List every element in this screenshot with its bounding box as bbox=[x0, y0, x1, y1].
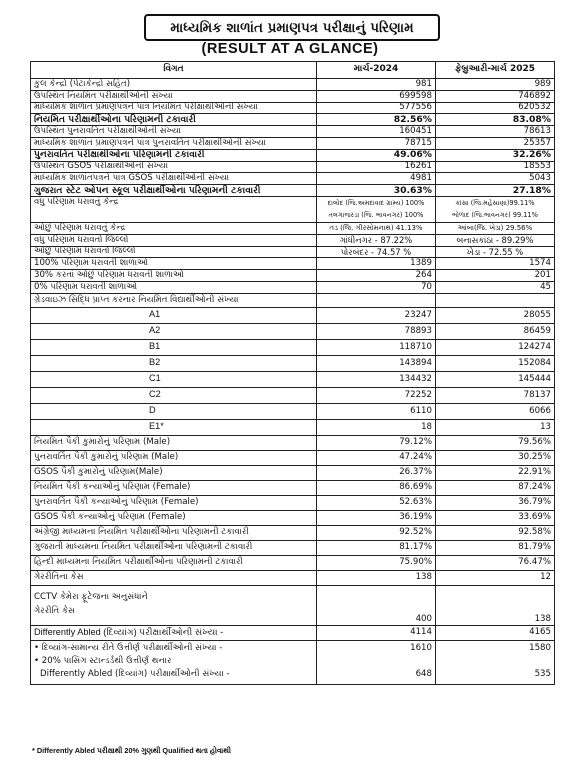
table-row bbox=[31, 258, 555, 270]
value-2024: 4981 bbox=[317, 173, 436, 185]
value-line: 1580 bbox=[529, 642, 551, 653]
grade-row bbox=[31, 419, 555, 435]
footnote: * Differently Abled પરીક્ષાથી 20% ગુણથી Qualified થતા હોવાથી bbox=[32, 746, 231, 755]
value-2025: 76.47% bbox=[436, 555, 555, 570]
value-2024: 134432 bbox=[317, 371, 436, 387]
value-line: તલગાજરડા (જિ. ભાવનગર) 100% bbox=[328, 211, 424, 220]
value-line: 648 bbox=[415, 668, 432, 679]
value-2024: 143894 bbox=[317, 355, 436, 371]
table-row bbox=[31, 510, 555, 525]
value-2025: 18553 bbox=[436, 161, 555, 173]
row-label: કુલ કેન્દ્રો (પેટાકેન્દ્રો સહિત) bbox=[31, 79, 317, 91]
grade-label: E1* bbox=[31, 419, 317, 435]
value-2024: 75.90% bbox=[317, 555, 436, 570]
table-row bbox=[31, 102, 555, 114]
row-label: ઓછું પરિણામ ધરાવતું કેન્દ્ર bbox=[31, 222, 317, 234]
table-row bbox=[31, 570, 555, 585]
value-2024: 36.19% bbox=[317, 510, 436, 525]
value-2025: 201 bbox=[436, 270, 555, 282]
value-2024: 23247 bbox=[317, 307, 436, 323]
table-row bbox=[31, 90, 555, 102]
value-2025: 145444 bbox=[436, 371, 555, 387]
row-label bbox=[31, 640, 317, 684]
table-row bbox=[31, 79, 555, 91]
bullet-line-2: • 20% પાસિંગ સ્ટાન્ડર્ડથી ઉત્તીર્ણ થનાર bbox=[34, 655, 172, 666]
value-2024: 78893 bbox=[317, 323, 436, 339]
grade-label: C1 bbox=[31, 371, 317, 387]
table-row bbox=[31, 185, 555, 197]
row-label: ગેરરીતિના કેસ bbox=[31, 570, 317, 585]
row-label: ગુજરાત સ્ટેટ ઓપન સ્કૂલ પરીક્ષાર્થીઓના પરિણામની ટકાવારી bbox=[31, 185, 317, 197]
value-2025 bbox=[436, 640, 555, 684]
table-body bbox=[31, 79, 555, 685]
row-label: માધ્યમિક શાળાંતપત્રને પાત્ર GSOS પરીક્ષાર્થીઓની સંખ્યા bbox=[31, 173, 317, 185]
table-row bbox=[31, 270, 555, 282]
row-label: ઉપસ્થિત પુનરાવર્તિત પરીક્ષાર્થીઓની સંખ્યા bbox=[31, 126, 317, 138]
value-2024: 92.52% bbox=[317, 525, 436, 540]
table-row bbox=[31, 234, 555, 246]
row-label: નિયમિત પૈકી કન્યાઓનું પરિણામ (Female) bbox=[31, 480, 317, 495]
value-2024: 79.12% bbox=[317, 435, 436, 450]
value-2025 bbox=[436, 196, 555, 222]
value-2025: 27.18% bbox=[436, 185, 555, 197]
value-2024: 49.06% bbox=[317, 149, 436, 161]
value-2024: 264 bbox=[317, 270, 436, 282]
grade-row bbox=[31, 355, 555, 371]
value-2024: 1389 bbox=[317, 258, 436, 270]
value-line: કાંસા (જિ.મહેસાણા)99.11% bbox=[455, 199, 535, 208]
value-2024: 78715 bbox=[317, 137, 436, 149]
grade-label: A1 bbox=[31, 307, 317, 323]
value-2024: 4114 bbox=[317, 625, 436, 640]
table-row bbox=[31, 173, 555, 185]
value-2025: 138 bbox=[436, 585, 555, 625]
value-2024: 81.17% bbox=[317, 540, 436, 555]
value-2025: 78613 bbox=[436, 126, 555, 138]
bullet-line-3: Differently Abled (દિવ્યાંગ) પરીક્ષાર્થીઓની સંખ્યા - bbox=[40, 668, 230, 679]
grade-heading: ગ્રેડવાઇઝ સિદ્ધિ પ્રાપ્ત કરનાર નિયમિત વિદ્યાર્થીઓની સંખ્યા bbox=[31, 293, 317, 307]
table-row bbox=[31, 281, 555, 293]
value-2025: 79.56% bbox=[436, 435, 555, 450]
empty-cell bbox=[317, 293, 436, 307]
table-row bbox=[31, 222, 555, 234]
value-2024: 26.37% bbox=[317, 465, 436, 480]
grade-row bbox=[31, 307, 555, 323]
row-label: ઉપસ્થિત GSOS પરીક્ષાર્થીઓની સંખ્યા bbox=[31, 161, 317, 173]
value-2024: તડ (જિ. ગીરસોમનાથ) 41.13% bbox=[317, 222, 436, 234]
value-2025: 33.69% bbox=[436, 510, 555, 525]
row-label: Differently Abled (દિવ્યાંગ) પરીક્ષાર્થીઓની સંખ્યા - bbox=[31, 625, 317, 640]
row-label: પુનરાવર્તિત પૈકી કુમારોનું પરિણામ (Male) bbox=[31, 450, 317, 465]
value-2024: 699598 bbox=[317, 90, 436, 102]
value-2025: 83.08% bbox=[436, 114, 555, 126]
row-label: ગુજરાતી માધ્યમના નિયમિત પરીક્ષાર્થીઓના પરિણામની ટકાવારી bbox=[31, 540, 317, 555]
value-2024: 30.63% bbox=[317, 185, 436, 197]
row-label: 100% પરિણામ ધરાવતી શાળાઓ bbox=[31, 258, 317, 270]
table-row bbox=[31, 161, 555, 173]
value-2025: 22.91% bbox=[436, 465, 555, 480]
value-2025: 4165 bbox=[436, 625, 555, 640]
value-2025: 989 bbox=[436, 79, 555, 91]
row-label: હિન્દી માધ્યમના નિયમિત પરીક્ષાર્થીઓના પરિણામની ટકાવારી bbox=[31, 555, 317, 570]
value-2024: 72252 bbox=[317, 387, 436, 403]
value-2025: 13 bbox=[436, 419, 555, 435]
value-2025: 81.79% bbox=[436, 540, 555, 555]
table-row bbox=[31, 525, 555, 540]
table-row bbox=[31, 540, 555, 555]
table-row bbox=[31, 480, 555, 495]
grade-row bbox=[31, 371, 555, 387]
value-2025: 92.58% bbox=[436, 525, 555, 540]
value-line: દાલોદ (જિ.અમદાવાદ ગ્રામ્ય) 100% bbox=[327, 199, 425, 208]
table-row bbox=[31, 435, 555, 450]
row-label: નિયમિત પરીક્ષાર્થીઓના પરિણામની ટકાવારી bbox=[31, 114, 317, 126]
value-2024: 16261 bbox=[317, 161, 436, 173]
grade-row bbox=[31, 323, 555, 339]
cctv-line-2: ગેરરીતિ કેસ bbox=[34, 605, 76, 616]
grade-label: D bbox=[31, 403, 317, 419]
value-2025: 30.25% bbox=[436, 450, 555, 465]
table-row bbox=[31, 196, 555, 222]
row-label: નિયમિત પૈકી કુમારોનું પરિણામ (Male) bbox=[31, 435, 317, 450]
table-row bbox=[31, 149, 555, 161]
page-subtitle: (RESULT AT A GLANCE) bbox=[201, 41, 379, 57]
value-2024: 118710 bbox=[317, 339, 436, 355]
page-title: માધ્યમિક શાળાંત પ્રમાણપત્ર પરીક્ષાનું પરિણામ bbox=[144, 14, 440, 41]
header-details: વિગત bbox=[31, 62, 317, 79]
row-label: GSOS પૈકી કન્યાઓનું પરિણામ (Female) bbox=[31, 510, 317, 525]
value-2025: 32.26% bbox=[436, 149, 555, 161]
table-row bbox=[31, 126, 555, 138]
grade-heading-row bbox=[31, 293, 555, 307]
table-row bbox=[31, 640, 555, 684]
header-feb-march-2025: ફેબ્રુઆરી-માર્ચ 2025 bbox=[436, 62, 555, 79]
grade-label: A2 bbox=[31, 323, 317, 339]
value-2024: 82.56% bbox=[317, 114, 436, 126]
value-2024: 577556 bbox=[317, 102, 436, 114]
table-row bbox=[31, 246, 555, 258]
value-2024: 70 bbox=[317, 281, 436, 293]
value-2025: 36.79% bbox=[436, 495, 555, 510]
value-2024: પોરબંદર - 74.57 % bbox=[317, 246, 436, 258]
value-line: 535 bbox=[534, 668, 551, 679]
value-2024: 6110 bbox=[317, 403, 436, 419]
value-2025: 5043 bbox=[436, 173, 555, 185]
empty-cell bbox=[436, 293, 555, 307]
header-march-2024: માર્ચ-2024 bbox=[317, 62, 436, 79]
table-row bbox=[31, 625, 555, 640]
value-2024: 160451 bbox=[317, 126, 436, 138]
value-2025: 124274 bbox=[436, 339, 555, 355]
table-header-row bbox=[31, 62, 555, 79]
value-2025: 86459 bbox=[436, 323, 555, 339]
row-label: વધુ પરિણામ ધરાવતો જિલ્લો bbox=[31, 234, 317, 246]
grade-label: C2 bbox=[31, 387, 317, 403]
value-2025: બનાસકાંઠા - 89.29% bbox=[436, 234, 555, 246]
cctv-line-1: CCTV કેમેરા ફૂટેજના અનુસંધાને bbox=[34, 591, 148, 602]
result-table bbox=[30, 61, 555, 685]
row-label bbox=[31, 585, 317, 625]
grade-label: B1 bbox=[31, 339, 317, 355]
grade-row bbox=[31, 339, 555, 355]
row-label: 0% પરિણામ ધરાવતી શાળાઓ bbox=[31, 281, 317, 293]
value-2025: ખેડા - 72.55 % bbox=[436, 246, 555, 258]
value-line: 1610 bbox=[410, 642, 432, 653]
value-2025: 152084 bbox=[436, 355, 555, 371]
value-2024: 47.24% bbox=[317, 450, 436, 465]
value-2025: 25357 bbox=[436, 137, 555, 149]
value-2025: 12 bbox=[436, 570, 555, 585]
value-2025: 1574 bbox=[436, 258, 555, 270]
table-row bbox=[31, 465, 555, 480]
row-label: 30% કરતાં ઓછું પરિણામ ધરાવતી શાળાઓ bbox=[31, 270, 317, 282]
table-row bbox=[31, 450, 555, 465]
table-row bbox=[31, 585, 555, 625]
row-label: માધ્યમિક શાળાંત પ્રમાણપત્રને પાત્ર નિયમિત પરીક્ષાર્થીઓની સંખ્યા bbox=[31, 102, 317, 114]
value-2024 bbox=[317, 640, 436, 684]
table-row bbox=[31, 114, 555, 126]
grade-row bbox=[31, 403, 555, 419]
value-2025: 45 bbox=[436, 281, 555, 293]
row-label: અંગ્રેજી માધ્યમના નિયમિત પરીક્ષાર્થીઓના પરિણામની ટકાવારી bbox=[31, 525, 317, 540]
value-2025: 6066 bbox=[436, 403, 555, 419]
row-label: ઓછું પરિણામ ધરાવતો જિલ્લો bbox=[31, 246, 317, 258]
value-2024 bbox=[317, 196, 436, 222]
value-2024: 981 bbox=[317, 79, 436, 91]
table-row bbox=[31, 137, 555, 149]
grade-label: B2 bbox=[31, 355, 317, 371]
row-label: પુનરાવર્તિત પરીક્ષાર્થીઓના પરિણામની ટકાવારી bbox=[31, 149, 317, 161]
bullet-line-1: • દિવ્યાંગ-સામાન્ય રીતે ઉત્તીર્ણ પરીક્ષાર્થીઓની સંખ્યા - bbox=[34, 642, 223, 653]
row-label: ઉપસ્થિત નિયમિત પરીક્ષાર્થીઓની સંખ્યા bbox=[31, 90, 317, 102]
value-2024: 400 bbox=[317, 585, 436, 625]
value-2024: 52.63% bbox=[317, 495, 436, 510]
value-2025: 746892 bbox=[436, 90, 555, 102]
row-label: માધ્યમિક શાળાંત પ્રમાણપત્રને પાત્ર પુનરાવર્તિત પરીક્ષાર્થીઓની સંખ્યા bbox=[31, 137, 317, 149]
value-2024: 86.69% bbox=[317, 480, 436, 495]
table-row bbox=[31, 495, 555, 510]
value-2024: 18 bbox=[317, 419, 436, 435]
value-2025: આંબા(જિ. ખેડા) 29.56% bbox=[436, 222, 555, 234]
row-label: GSOS પૈકી કુમારોનું પરિણામ(Male) bbox=[31, 465, 317, 480]
value-2025: 78137 bbox=[436, 387, 555, 403]
value-2025: 87.24% bbox=[436, 480, 555, 495]
value-2025: 620532 bbox=[436, 102, 555, 114]
table-row bbox=[31, 555, 555, 570]
grade-row bbox=[31, 387, 555, 403]
value-line: ભોળાદ (જિ.ભાવનગર) 99.11% bbox=[452, 211, 538, 220]
row-label: વધુ પરિણામ ધરાવતું કેન્દ્ર bbox=[31, 196, 317, 222]
value-2024: ગાંધીનગર - 87.22% bbox=[317, 234, 436, 246]
row-label: પુનરાવર્તિત પૈકી કન્યાઓનું પરિણામ (Female) bbox=[31, 495, 317, 510]
value-2024: 138 bbox=[317, 570, 436, 585]
value-2025: 28055 bbox=[436, 307, 555, 323]
